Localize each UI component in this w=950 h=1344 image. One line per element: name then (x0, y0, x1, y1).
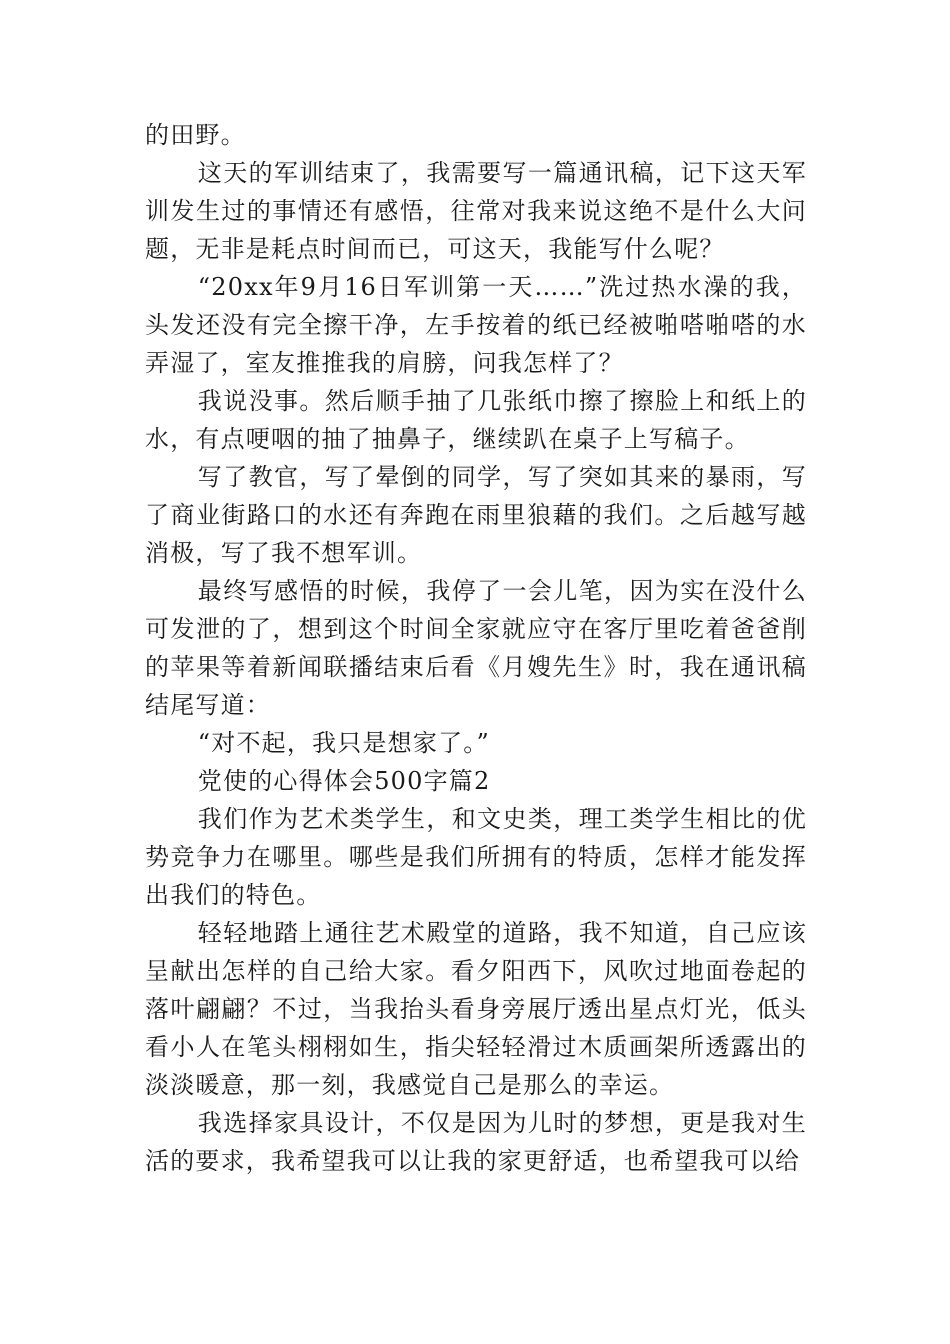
paragraph-5: 写了教官，写了晕倒的同学，写了突如其来的暴雨，写了商业街路口的水还有奔跑在雨里狼藉的我们。之后越写越消极，写了我不想军训。 (145, 463, 807, 567)
document-body (145, 116, 807, 1180)
paragraph-6: 最终写感悟的时候，我停了一会儿笔，因为实在没什么可发泄的了，想到这个时间全家就应守在客厅里吃着爸爸削的苹果等着新闻联播结束后看《月嫂先生》时，我在通讯稿结尾写道： (145, 577, 807, 719)
paragraph-3: “20xx年9月16日军训第一天……”洗过热水澡的我，头发还没有完全擦干净，左手按着的纸已经被啪嗒啪嗒的水弄湿了，室友推推我的肩膀，问我怎样了？ (145, 273, 807, 377)
paragraph-1: 的田野。 (145, 121, 246, 149)
paragraph-8: 我们作为艺术类学生，和文史类，理工类学生相比的优势竞争力在哪里。哪些是我们所拥有的特质，怎样才能发挥出我们的特色。 (145, 805, 807, 909)
paragraph-9: 轻轻地踏上通往艺术殿堂的道路，我不知道，自己应该呈献出怎样的自己给大家。看夕阳西下，风吹过地面卷起的落叶翩翩？不过，当我抬头看身旁展厅透出星点灯光，低头看小人在笔头栩栩如生，指尖轻轻滑过木质画架所透露出的淡淡暖意，那一刻，我感觉自己是那么的幸运。 (145, 919, 807, 1099)
paragraph-10: 我选择家具设计，不仅是因为儿时的梦想，更是我对生活的要求，我希望我可以让我的家更舒适，也希望我可以给 (145, 1109, 807, 1175)
section-heading: 党使的心得体会500字篇2 (197, 767, 491, 795)
paragraph-4: 我说没事。然后顺手抽了几张纸巾擦了擦脸上和纸上的水，有点哽咽的抽了抽鼻子，继续趴在桌子上写稿子。 (145, 387, 807, 453)
paragraph-7: “对不起，我只是想家了。” (197, 729, 490, 757)
paragraph-2: 这天的军训结束了，我需要写一篇通讯稿，记下这天军训发生过的事情还有感悟，往常对我来说这绝不是什么大问题，无非是耗点时间而已，可这天，我能写什么呢？ (145, 159, 807, 263)
